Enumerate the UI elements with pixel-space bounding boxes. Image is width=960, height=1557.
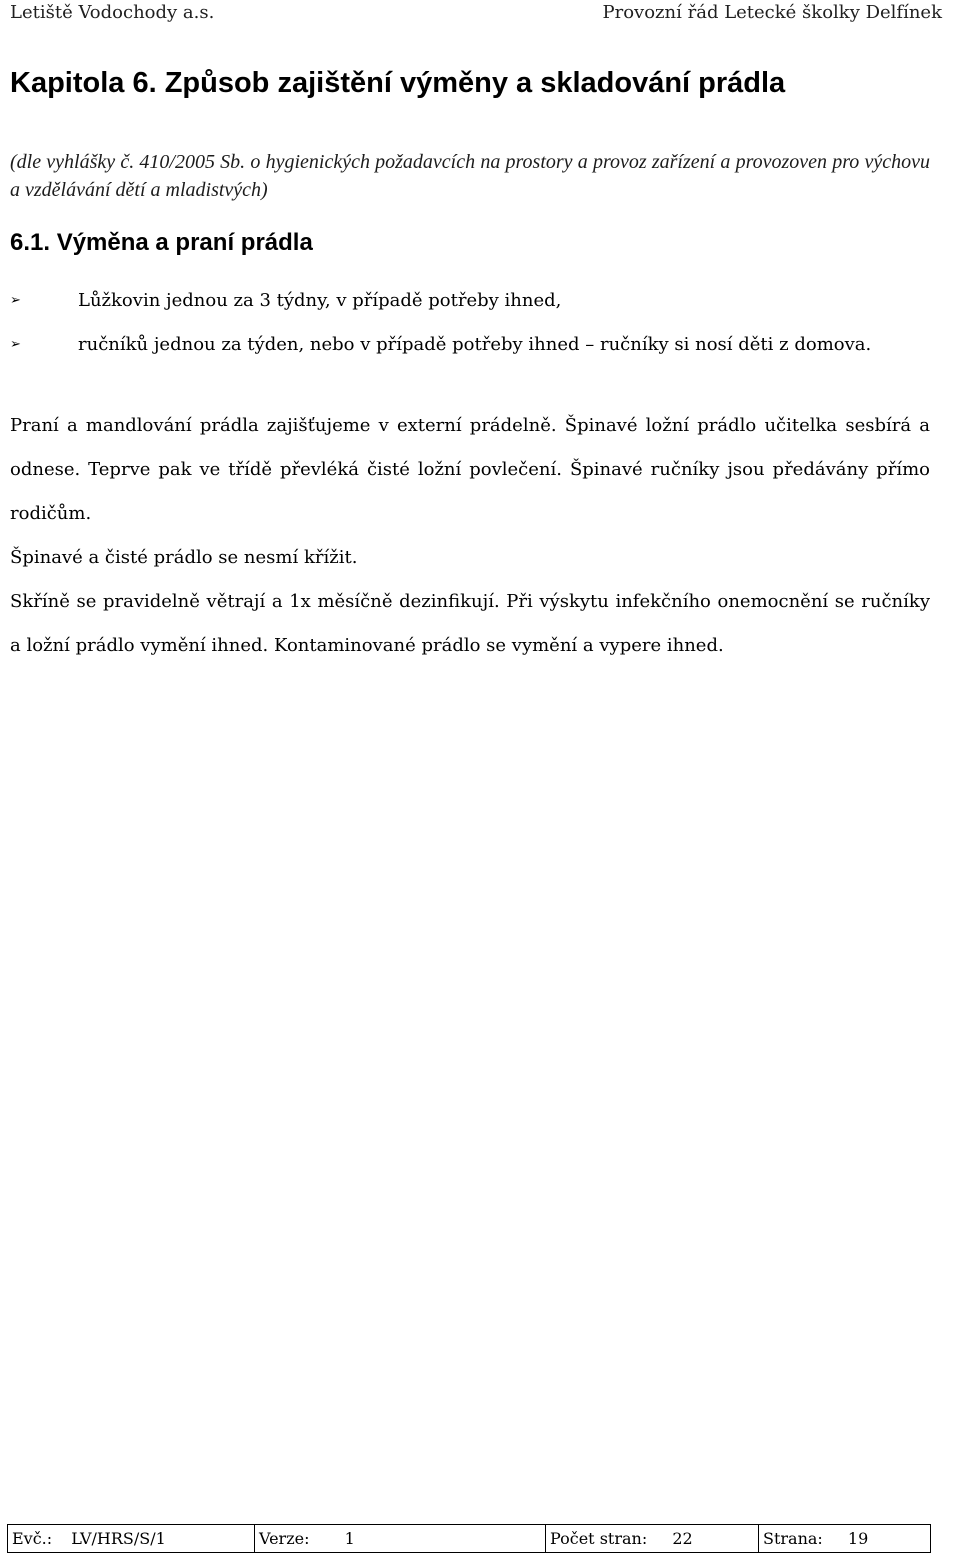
- paragraph: Špinavé a čisté prádlo se nesmí křížit.: [10, 547, 358, 568]
- arrow-bullet-icon: ➢: [10, 337, 21, 352]
- chapter-title: Kapitola 6. Způsob zajištění výměny a skladování prádla: [10, 67, 786, 99]
- evc-label: Evč.:: [12, 1529, 53, 1548]
- paragraph: Skříně se pravidelně větrají a 1x měsíčně dezinfikují. Při výskytu infekčního onemocnění se ručníky a ložní prádlo vymění ihned. Kontaminované prádlo se vymění a vypere ihned.: [10, 591, 930, 656]
- paragraph: Praní a mandlování prádla zajišťujeme v externí prádelně. Špinavé ložní prádlo učitelka sesbírá a odnese. Teprve pak ve třídě převléká čisté ložní povlečení. Špinavé ručníky jsou předávány přímo rodičům.: [10, 415, 930, 524]
- page-count-label: Počet stran:: [550, 1529, 648, 1548]
- footer-table: [7, 1524, 931, 1553]
- page-number-value: 19: [847, 1529, 869, 1548]
- page-number-label: Strana:: [763, 1529, 823, 1548]
- header-document-title: Provozní řád Letecké školky Delfínek: [602, 2, 942, 23]
- list-item-text: Lůžkovin jednou za 3 týdny, v případě potřeby ihned,: [78, 290, 562, 311]
- footer-cell-pages: [546, 1525, 759, 1553]
- page-count-value: 22: [672, 1529, 693, 1548]
- chapter-subtitle: (dle vyhlášky č. 410/2005 Sb. o hygienických požadavcích na prostory a provoz zařízení a provozoven pro výchovu a vzdělávání dětí a mladistvých): [10, 151, 930, 201]
- version-label: Verze:: [259, 1529, 310, 1548]
- list-item: [10, 323, 930, 367]
- page-header: [10, 2, 942, 30]
- bullet-list: [10, 279, 930, 367]
- evc-value: LV/HRS/S/1: [71, 1529, 166, 1548]
- arrow-bullet-icon: ➢: [10, 293, 21, 308]
- list-item: [10, 279, 930, 323]
- version-value: 1: [344, 1529, 355, 1548]
- footer-cell-page: [759, 1525, 931, 1553]
- header-organization: Letiště Vodochody a.s.: [10, 2, 215, 23]
- footer-cell-version: [255, 1525, 546, 1553]
- section-title: 6.1. Výměna a praní prádla: [10, 229, 313, 256]
- body-text: [10, 404, 930, 668]
- list-item-text: ručníků jednou za týden, nebo v případě potřeby ihned – ručníky si nosí děti z domova.: [78, 334, 872, 355]
- footer-cell-evc: [8, 1525, 255, 1553]
